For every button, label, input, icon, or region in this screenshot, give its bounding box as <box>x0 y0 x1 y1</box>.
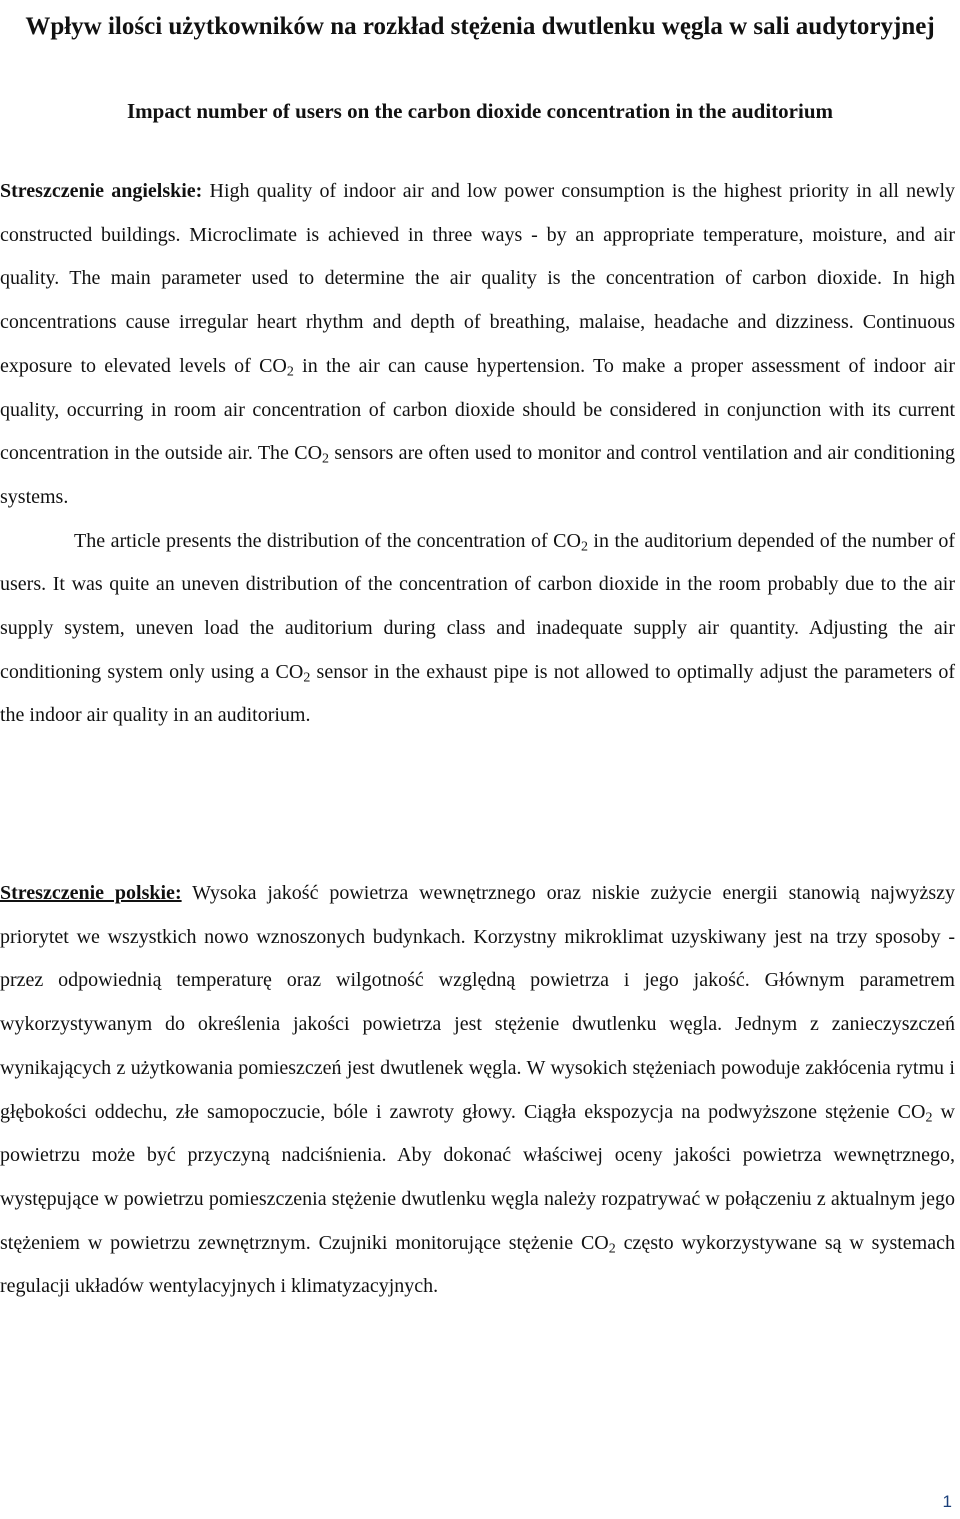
page-number: 1 <box>942 1492 952 1511</box>
subscript-2: 2 <box>608 1241 616 1257</box>
abstract-english-text-3: sensors are often used to monitor and control ventilation and air conditioning systems. <box>0 442 955 508</box>
abstract-english-label: Streszczenie angielskie: <box>0 180 203 202</box>
subscript-2: 2 <box>322 451 330 467</box>
abstract-english <box>0 170 955 738</box>
abstract-polish-label: Streszczenie polskie: <box>0 882 182 904</box>
abstract-english-paragraph-2 <box>0 520 955 739</box>
subscript-2: 2 <box>580 539 588 555</box>
title-polish: Wpływ ilości użytkowników na rozkład stężenia dwutlenku węgla w sali audytoryjnej <box>25 13 935 40</box>
abstract-english-text-1: High quality of indoor air and low power consumption is the highest priority in all newly constructed buildings. Microclimate is achieved in three ways - by an appropriate temperature, moisture, and air quality. The main parameter used to determine the air quality is the concentration of carbon dioxide. In high concentrations cause irregular heart rhythm and depth of breathing, malaise, headache and dizziness. Continuous exposure to elevated levels of CO <box>0 180 955 377</box>
subscript-2: 2 <box>925 1110 933 1126</box>
abstract-polish-text-2: w powietrzu może być przyczyną nadciśnienia. Aby dokonać właściwej oceny jakości powietrza wewnętrznego, występujące w powietrzu pomieszczenia stężenie dwutlenku węgla należy rozpatrywać w połączeniu z aktualnym jego stężeniem w powietrzu zewnętrznym. Czujniki monitorujące stężenie CO <box>0 1100 956 1254</box>
abstract-polish-text-3: często wykorzystywane są w systemach regulacji układów wentylacyjnych i klimatyzacyjnych. <box>0 1231 955 1298</box>
abstract-polish-text-1: Wysoka jakość powietrza wewnętrznego oraz niskie zużycie energii stanowią najwyższy priorytet we wszystkich nowo wznoszonych budynkach. Korzystny mikroklimat uzyskiwany jest na trzy sposoby - przez odpowiednią temperaturę oraz wilgotność względną powietrza i jego jakość. Głównym parametrem wykorzystywanym do określenia jakości powietrza jest stężenie dwutlenku węgla. Jednym z zanieczyszczeń wynikających z użytkowania pomieszczeń jest dwutlenek węgla. W wysokich stężeniach powoduje zakłócenia rytmu i głębokości oddechu, złe samopoczucie, bóle i zawroty głowy. Ciągła ekspozycja na podwyższone stężenie CO <box>0 882 956 1123</box>
subscript-2: 2 <box>286 364 294 380</box>
subscript-2: 2 <box>303 670 311 686</box>
abstract-polish <box>0 872 955 1309</box>
abstract-english-text-2: in the air can cause hypertension. To make a proper assessment of indoor air quality, occurring in room air concentration of carbon dioxide should be considered in conjunction with its current concentration in the outside air. The CO <box>0 354 955 465</box>
abstract-english-text-5: in the auditorium depended of the number of users. It was quite an uneven distribution of the concentration of carbon dioxide in the room probably due to the air supply system, uneven load the auditorium during class and inadequate supply air quantity. Adjusting the air conditioning system only using a CO <box>0 529 955 683</box>
abstract-english-text-4: The article presents the distribution of the concentration of CO <box>74 529 581 552</box>
abstract-english-text-6: sensor in the exhaust pipe is not allowed to optimally adjust the parameters of the indoor air quality in an auditorium. <box>0 660 956 727</box>
abstract-english-paragraph-1 <box>0 170 955 520</box>
title-english: Impact number of users on the carbon dioxide concentration in the auditorium <box>126 99 834 123</box>
abstract-polish-paragraph <box>0 872 955 1309</box>
